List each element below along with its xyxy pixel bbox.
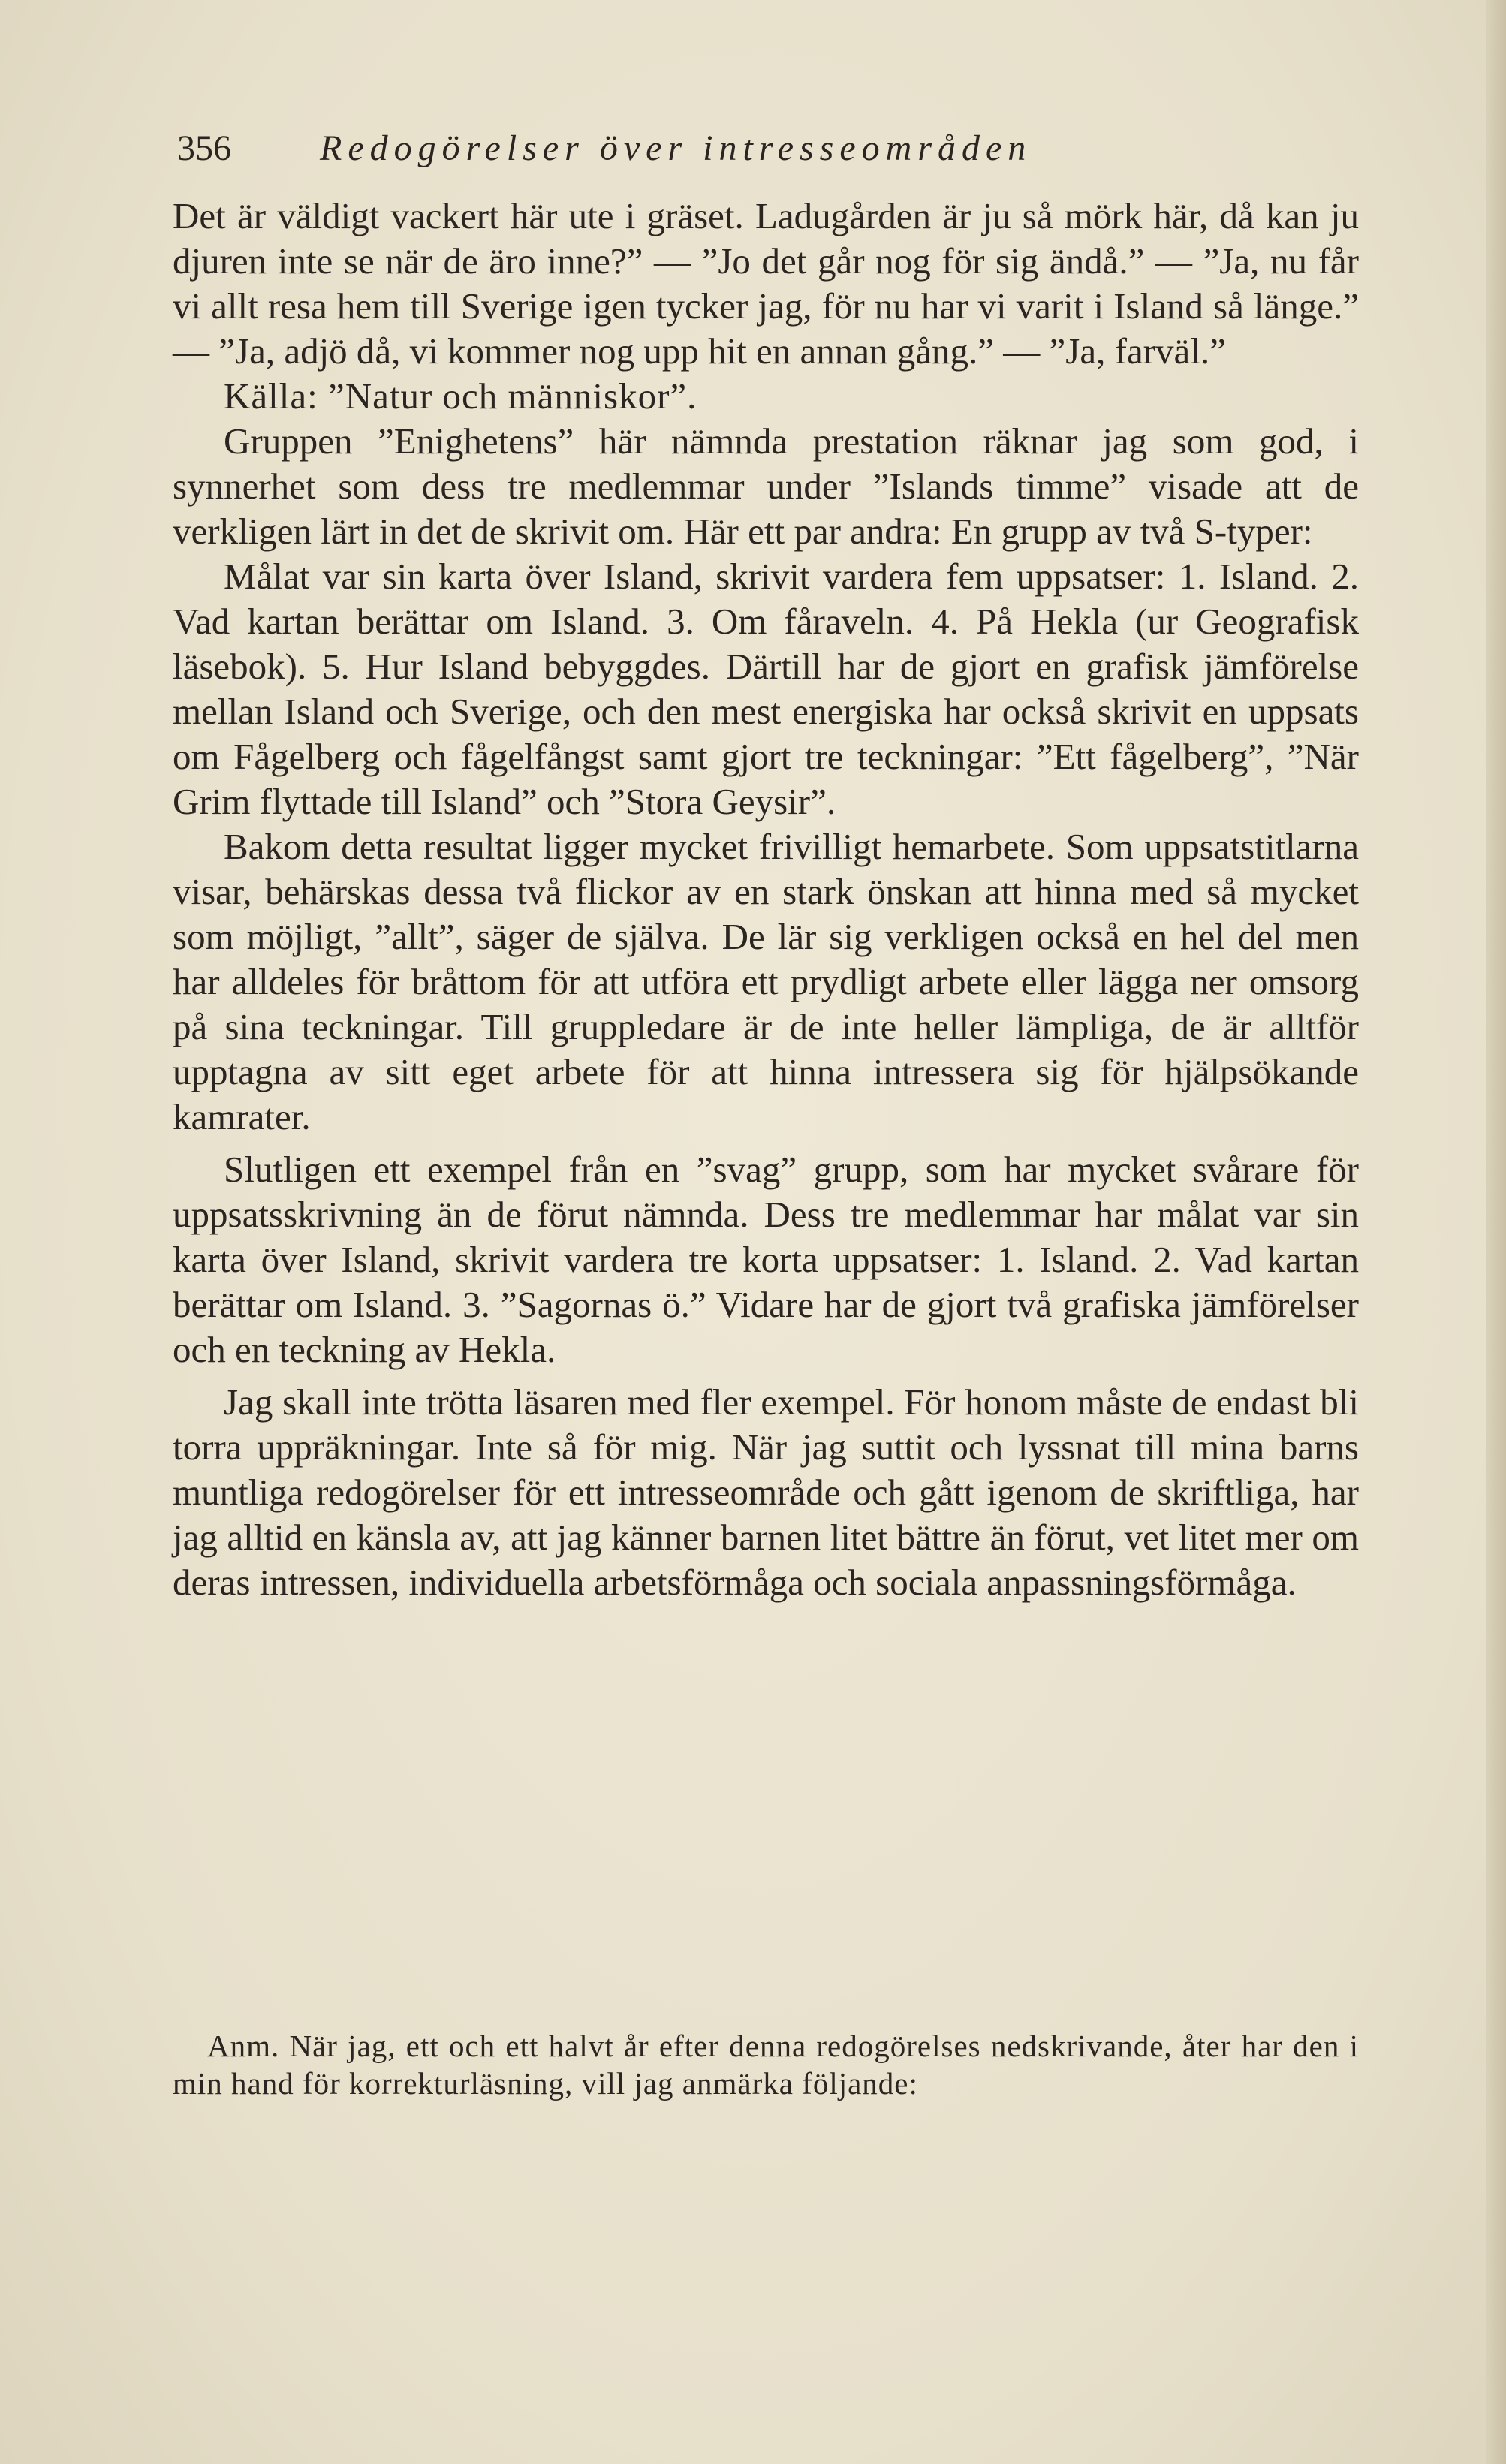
paragraph-conclusion: Jag skall inte trötta läsaren med fler exempel. För honom måste de endast bli torra uppräkningar. Inte så för mig. När jag suttit och lyssnat till mina barns muntliga redogörelser för ett intresseområde och gått igenom de skriftliga, har jag alltid en känsla av, att jag känner barnen litet bättre än förut, vet litet mer om deras intressen, individuella arbetsförmåga och sociala anpassningsförmåga.: [173, 1381, 1359, 1603]
footnote-text: Anm. När jag, ett och ett halvt år efter denna redogörelses nedskrivande, åter har den i min hand för korrekturläsning, vill jag anmärka följande:: [173, 2029, 1359, 2101]
running-title: Redogörelser över intresseområden: [320, 128, 1032, 168]
page-number: 356: [177, 128, 231, 168]
paragraph-weak-group: Slutligen ett exempel från en ”svag” grupp, som har mycket svårare för uppsatsskrivning än de förut nämnda. Dess tre medlemmar har målat var sin karta över Island, skrivit vardera tre korta uppsatser: 1. Island. 2. Vad kartan berättar om Island. 3. ”Sagornas ö.” Vidare har de gjort två grafiska jämförelser och en teckning av Hekla.: [173, 1149, 1359, 1370]
body-text: [173, 194, 1359, 1605]
paragraph-enighetens: Gruppen ”Enighetens” här nämnda prestation räknar jag som god, i synnerhet som dess tre medlemmar under ”Islands timme” visade att de verkligen lärt in det de skrivit om. Här ett par andra: En grupp av två S-typer:: [173, 420, 1359, 552]
paragraph-source: Källa: ”Natur och människor”.: [224, 375, 697, 417]
footnote: [173, 2027, 1359, 2102]
page-edge: [1486, 0, 1506, 2464]
page-header: [177, 126, 1356, 171]
paragraph-homework: Bakom detta resultat ligger mycket frivilligt hemarbete. Som uppsatstitlarna visar, behärskas dessa två flickor av en stark önskan att hinna med så mycket som möjligt, ”allt”, säger de själva. De lär sig verkligen också en hel del men har alldeles för bråttom för att utföra ett prydligt arbete eller lägga ner omsorg på sina teckningar. Till gruppledare är de inte heller lämpliga, de är alltför upptagna av sitt eget arbete för att hinna intressera sig för hjälpsökande kamrater.: [173, 826, 1359, 1137]
paragraph-s-types: Målat var sin karta över Island, skrivit vardera fem uppsatser: 1. Island. 2. Vad kartan berättar om Island. 3. Om fåraveln. 4. På Hekla (ur Geografisk läsebok). 5. Hur Island bebyggdes. Därtill har de gjort en grafisk jämförelse mellan Island och Sverige, och den mest energiska har också skrivit en uppsats om Fågelberg och fågelfångst samt gjort tre teckningar: ”Ett fågelberg”, ”När Grim flyttade till Island” och ”Stora Geysir”.: [173, 556, 1359, 822]
paragraph-dialogue: Det är väldigt vackert här ute i gräset. Ladugården är ju så mörk här, då kan ju djuren inte se när de äro inne?” — ”Jo det går nog för sig ändå.” — ”Ja, nu får vi allt resa hem till Sverige igen tycker jag, för nu har vi varit i Island så länge.” — ”Ja, adjö då, vi kommer nog upp hit en annan gång.” — ”Ja, farväl.”: [173, 195, 1359, 372]
